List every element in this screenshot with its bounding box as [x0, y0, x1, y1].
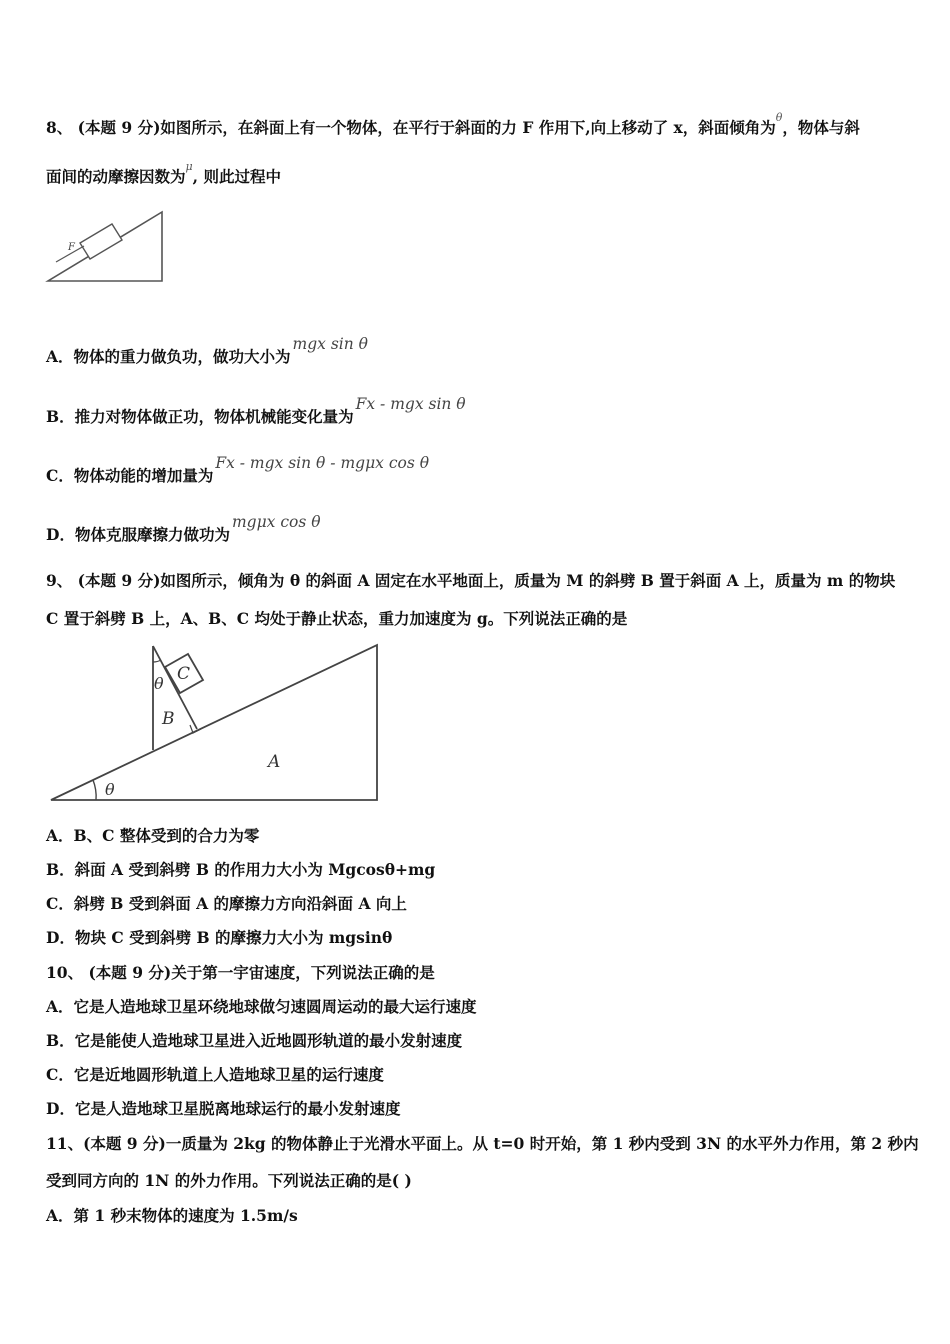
- label-theta-top: θ: [154, 674, 164, 693]
- theta-arc-top: [153, 660, 161, 662]
- q8-stem-text: 8、 (本题 9 分)如图所示，在斜面上有一个物体，在平行于斜面的力 F 作用下,向上移动了 x，斜面倾角为: [46, 118, 776, 137]
- q8-option-b-text: B．推力对物体做正功，物体机械能变化量为: [46, 407, 354, 426]
- q11-stem-line1: 11、(本题 9 分)一质量为 2kg 的物体静止于光滑水平面上。从 t=0 时开始，第 1 秒内受到 3N 的水平外力作用，第 2 秒内: [46, 1134, 919, 1153]
- q8-option-a-formula: mgx sin θ: [292, 335, 368, 353]
- incline-a: [51, 645, 377, 800]
- q11-stem-line2: 受到同方向的 1N 的外力作用。下列说法正确的是( ): [46, 1171, 412, 1190]
- q9-stem-line1: 9、 (本题 9 分)如图所示，倾角为 θ 的斜面 A 固定在水平地面上，质量为 M 的斜劈 B 置于斜面 A 上，质量为 m 的物块: [46, 571, 896, 590]
- block-rect: [80, 224, 122, 259]
- q8-stem-text3: , 则此过程中: [192, 167, 281, 186]
- q9-option-a[interactable]: A．B、C 整体受到的合力为零: [46, 826, 260, 845]
- q11-option-a[interactable]: A．第 1 秒末物体的速度为 1.5m/s: [46, 1206, 298, 1225]
- q9-option-b[interactable]: B．斜面 A 受到斜劈 B 的作用力大小为 Mgcosθ+mg: [46, 860, 436, 879]
- q8-option-a-text: A．物体的重力做负功，做功大小为: [46, 347, 291, 366]
- theta-arc-bottom: [93, 780, 96, 800]
- q8-stem-line1: [46, 111, 860, 138]
- q9-option-d[interactable]: D．物块 C 受到斜劈 B 的摩擦力大小为 mgsinθ: [46, 928, 393, 947]
- q10-option-c[interactable]: C．它是近地圆形轨道上人造地球卫星的运行速度: [46, 1065, 384, 1084]
- q8-stem-text-end: ，物体与斜: [782, 118, 860, 137]
- q8-option-d[interactable]: [46, 513, 321, 545]
- q8-stem-line2: [46, 160, 281, 187]
- q8-option-c[interactable]: [46, 454, 430, 486]
- label-theta-bottom: θ: [105, 780, 115, 799]
- q8-option-c-formula: Fx - mgx sin θ - mgμx cos θ: [215, 454, 430, 472]
- q9-option-c[interactable]: C．斜劈 B 受到斜面 A 的摩擦力方向沿斜面 A 向上: [46, 894, 407, 913]
- force-label: F: [68, 242, 75, 253]
- q8-option-c-text: C．物体动能的增加量为: [46, 466, 214, 485]
- q10-option-d[interactable]: D．它是人造地球卫星脱离地球运行的最小发射速度: [46, 1099, 401, 1118]
- label-a: A: [268, 752, 281, 772]
- label-b: B: [162, 709, 175, 729]
- q8-option-d-text: D．物体克服摩擦力做功为: [46, 525, 230, 544]
- q10-stem: 10、 (本题 9 分)关于第一宇宙速度，下列说法正确的是: [46, 963, 435, 982]
- q8-option-a[interactable]: [46, 335, 368, 367]
- q8-stem-text2: 面间的动摩擦因数为: [46, 167, 186, 186]
- q9-stem-line2: C 置于斜劈 B 上，A、B、C 均处于静止状态，重力加速度为 g。下列说法正确的是: [46, 609, 628, 628]
- theta-symbol: θ: [775, 111, 783, 124]
- mu-symbol: μ: [185, 160, 193, 173]
- q8-option-b-formula: Fx - mgx sin θ: [355, 395, 466, 413]
- q8-incline-figure: [44, 206, 169, 288]
- label-c: C: [177, 664, 191, 684]
- q8-option-b[interactable]: [46, 395, 466, 427]
- q9-wedge-figure: [46, 640, 382, 805]
- q10-option-a[interactable]: A．它是人造地球卫星环绕地球做匀速圆周运动的最大运行速度: [46, 997, 477, 1016]
- q10-option-b[interactable]: B．它是能使人造地球卫星进入近地圆形轨道的最小发射速度: [46, 1031, 463, 1050]
- q8-option-d-formula: mgμx cos θ: [231, 513, 321, 531]
